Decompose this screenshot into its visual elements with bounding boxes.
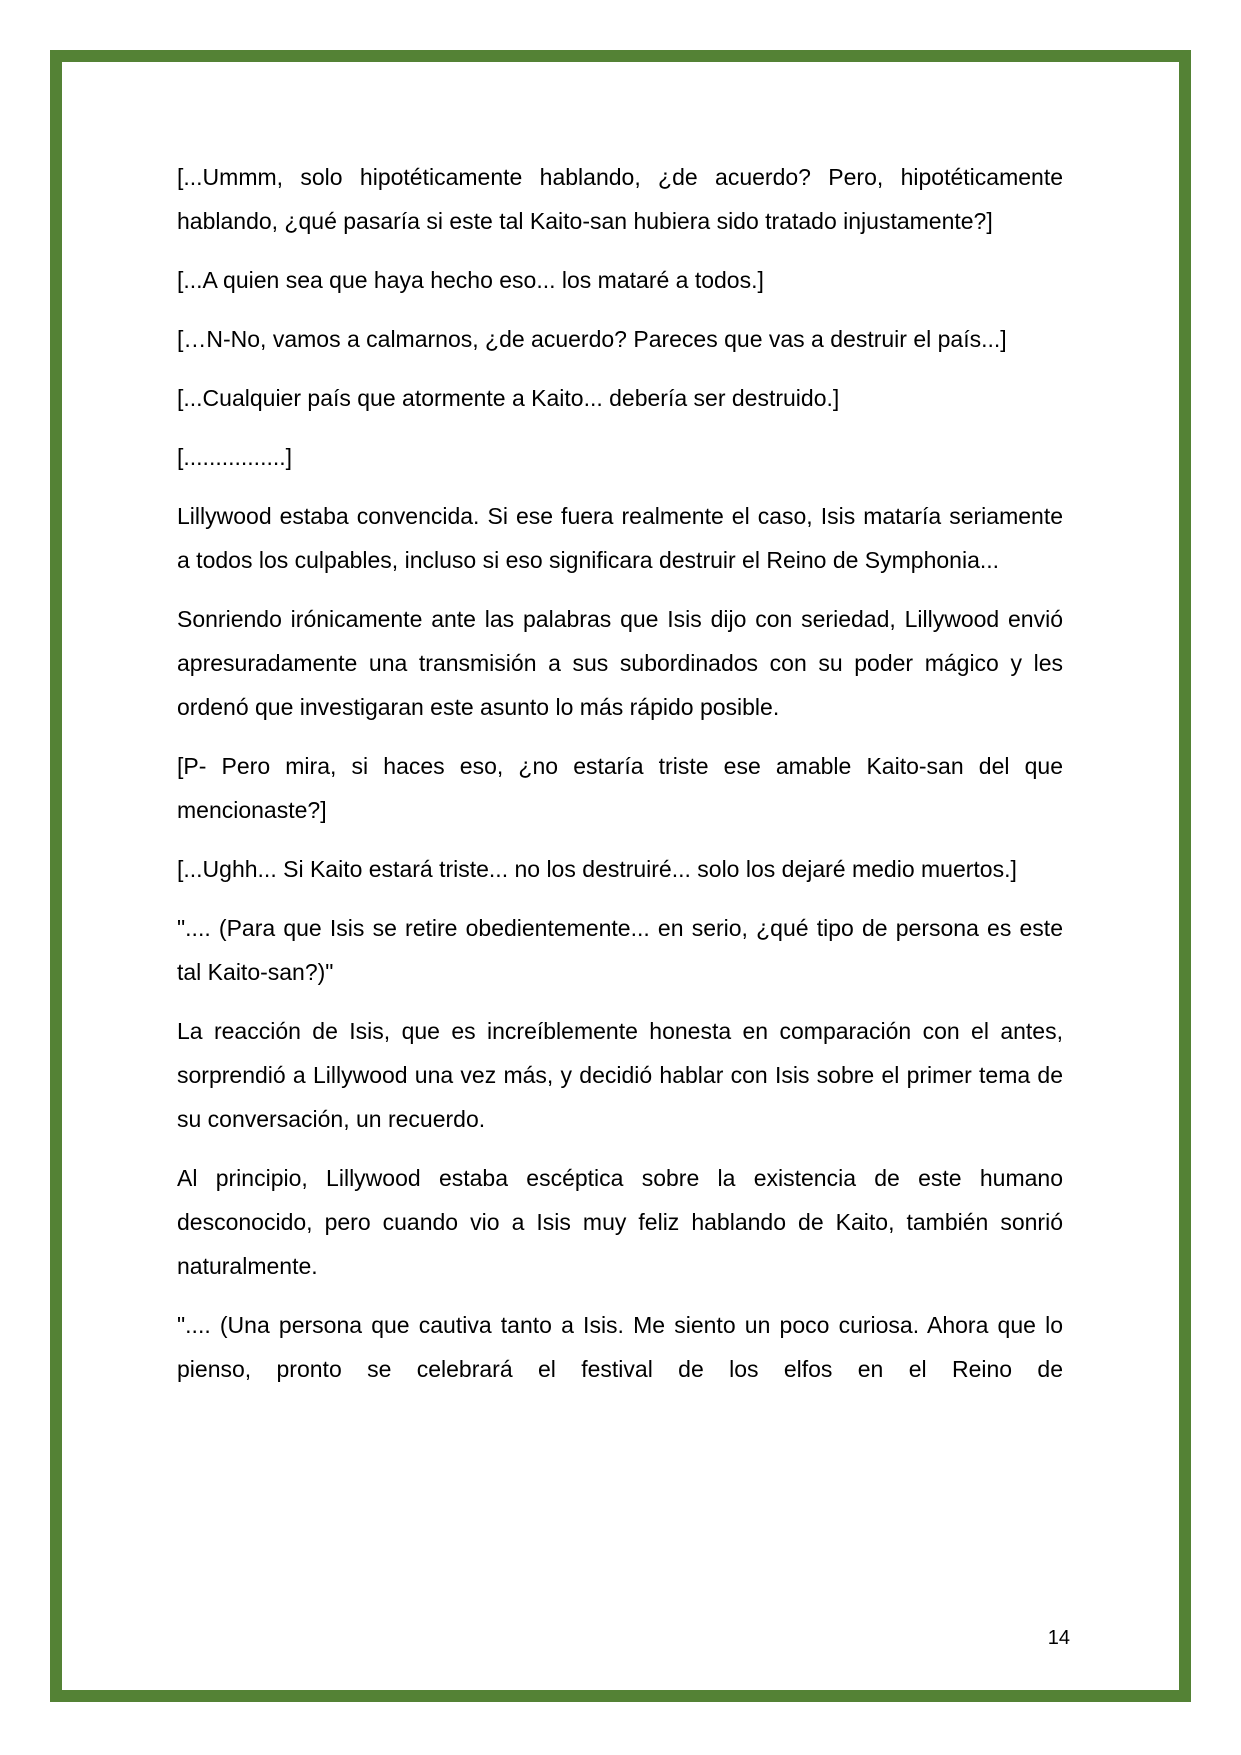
paragraph-11: La reacción de Isis, que es increíblemente honesta en comparación con el antes, sorprendió a Lillywood una vez más, y decidió hablar con Isis sobre el primer tema de su conversación, un recuerdo. <box>177 1018 1063 1132</box>
paragraph-7: Sonriendo irónicamente ante las palabras que Isis dijo con seriedad, Lillywood envió apresuradamente una transmisión a sus subordinados con su poder mágico y les ordenó que investigaran este asunto lo más rápido posible. <box>177 606 1063 720</box>
paragraph-9: [...Ughh... Si Kaito estará triste... no los destruiré... solo los dejaré medio muertos.] <box>177 856 1017 882</box>
body-text <box>177 155 1063 1406</box>
paragraph-4: [...Cualquier país que atormente a Kaito... debería ser destruido.] <box>177 385 840 411</box>
paragraph-5: [................] <box>177 444 293 470</box>
paragraph-13: ".... (Una persona que cautiva tanto a Isis. Me siento un poco curiosa. Ahora que lo pienso, pronto se celebrará el festival de los elfos en el Reino de <box>177 1312 1063 1382</box>
page-number: 14 <box>1047 1627 1070 1649</box>
paragraph-2: [...A quien sea que haya hecho eso... los mataré a todos.] <box>177 267 764 293</box>
paragraph-6: Lillywood estaba convencida. Si ese fuera realmente el caso, Isis mataría seriamente a todos los culpables, incluso si eso significara destruir el Reino de Symphonia... <box>177 503 1063 573</box>
paragraph-12: Al principio, Lillywood estaba escéptica sobre la existencia de este humano desconocido, pero cuando vio a Isis muy feliz hablando de Kaito, también sonrió naturalmente. <box>177 1165 1063 1279</box>
paragraph-10: ".... (Para que Isis se retire obedientemente... en serio, ¿qué tipo de persona es este tal Kaito-san?)" <box>177 915 1063 985</box>
paragraph-1: [...Ummm, solo hipotéticamente hablando, ¿de acuerdo? Pero, hipotéticamente hablando, ¿qué pasaría si este tal Kaito-san hubiera sido tratado injustamente?] <box>177 164 1063 234</box>
paragraph-3: […N-No, vamos a calmarnos, ¿de acuerdo? Pareces que vas a destruir el país...] <box>177 326 1007 352</box>
paragraph-8: [P- Pero mira, si haces eso, ¿no estaría triste ese amable Kaito-san del que mencionaste?] <box>177 753 1063 823</box>
